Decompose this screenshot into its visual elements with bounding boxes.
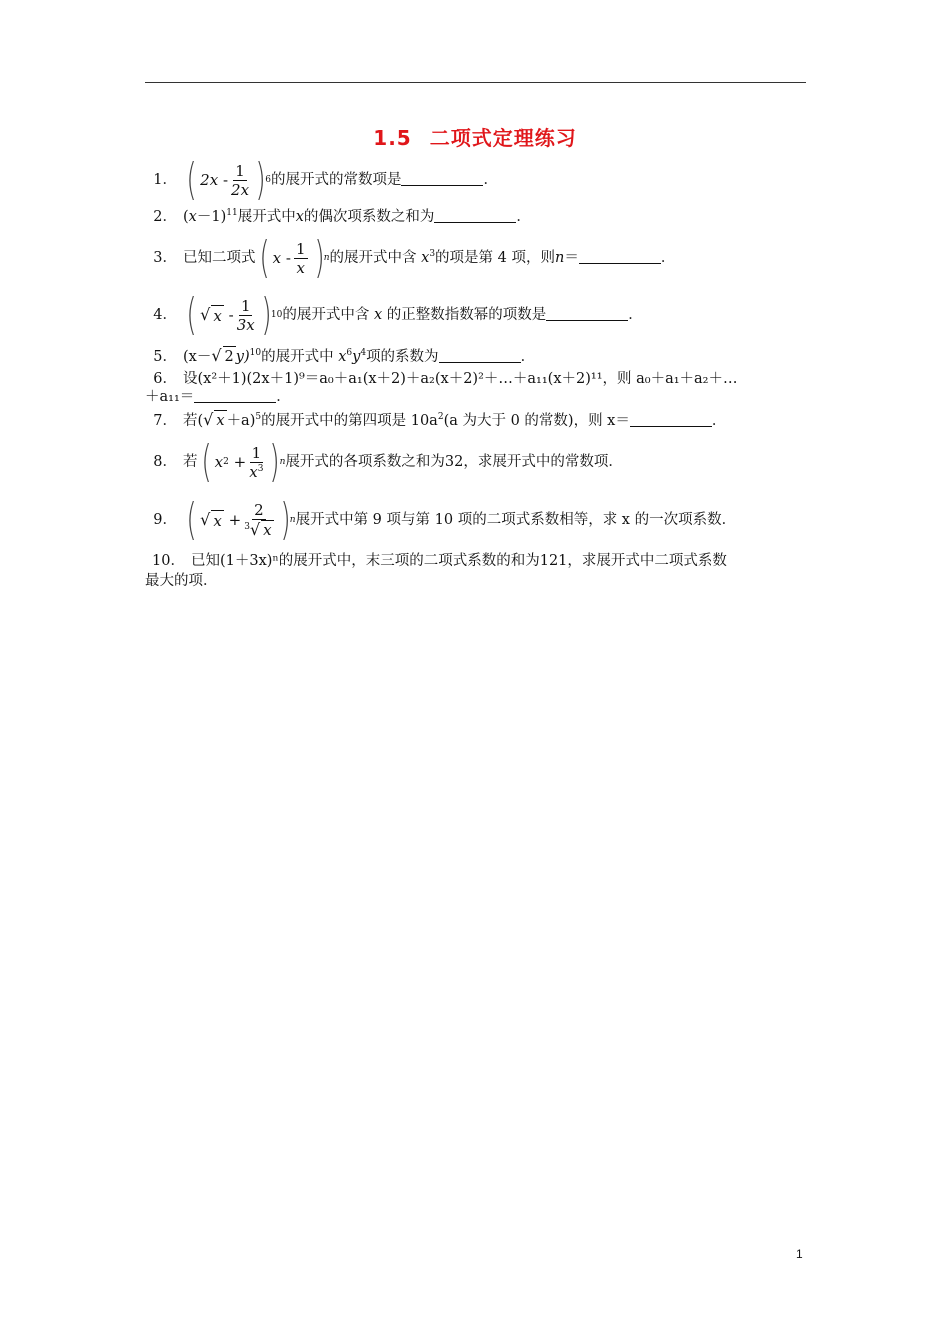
q9-expression: ( √ x + $\frac{2}{^3√ x}$ ) n [186, 494, 296, 545]
question-4 [145, 289, 810, 340]
q3-denominator: x [296, 258, 305, 277]
q3-expression: ( x - $\frac{1}{x}$ ) n [258, 232, 330, 283]
q4-radicand: x [213, 306, 222, 325]
question-end: ． [520, 349, 536, 365]
question-text-2: 的正整数指数幂的项数是 [386, 307, 547, 323]
question-6-line-2 [145, 387, 810, 407]
q1-exponent: 6 [265, 175, 271, 185]
answer-blank [579, 249, 661, 264]
question-end: ． [711, 413, 727, 429]
page-title [0, 122, 950, 151]
q4-op: - [228, 306, 234, 324]
title-text: 二项式定理练习 [429, 126, 577, 150]
q4-exponent: 10 [270, 310, 283, 320]
question-number: 1． [153, 172, 177, 188]
q4-var: x [373, 307, 383, 323]
question-9 [145, 494, 810, 545]
question-text: ＋a) [226, 413, 256, 429]
question-text: 已知(1＋3x)ⁿ的展开式中，末三项的二项式系数的和为121，求展开式中二项式系数 [191, 553, 727, 569]
question-end: ． [483, 172, 498, 188]
question-text: 的展开式的常数项是 [270, 172, 402, 188]
q1-expression: ( 2x - $\frac{1}{2x}$ ) 6 [186, 154, 271, 205]
q5-exp-x: 6 [346, 348, 353, 358]
question-number: 10． [152, 553, 185, 569]
q9-radicand: x [213, 511, 222, 530]
question-number: 7． [153, 413, 177, 429]
q3-exponent: n [323, 253, 330, 263]
q5-var-x: x [338, 349, 347, 365]
question-end: ． [628, 307, 643, 323]
q9-denominator: x [263, 521, 272, 539]
q4-expression: ( √ x - $\frac{1}{3x}$ ) 10 [186, 289, 283, 340]
page-number: 1 [796, 1247, 803, 1261]
q8-expression: ( x 2 + $\frac{1}{x^3}$ ) n [200, 436, 286, 487]
q2-var-x: x [295, 209, 304, 225]
q3-var: x [421, 250, 430, 266]
q7-radicand: x [216, 413, 225, 429]
question-7: 7． 若(√ x ＋a)$^5$的展开式中的第四项是 $10a^2(a$ 为大于 0 的常数)，则 x＝ ． [145, 410, 810, 431]
q4-denominator: 3x [236, 315, 255, 334]
q5-radicand: 2 [223, 346, 236, 367]
question-prefix: 若 [183, 454, 198, 470]
q3-op: - [285, 249, 291, 267]
question-number: 3． [153, 250, 177, 266]
q5-var-y: y [352, 349, 361, 365]
question-number: 5． [153, 349, 177, 365]
question-5: 5． (x－√ 2 y)$^{10}$的展开式中 $x^6y^4$项的系数为 ． [145, 346, 810, 367]
question-text: 设(x²＋1)(2x＋1)⁹＝a₀＋a₁(x＋2)＋a₂(x＋2)²＋…＋a₁₁(x＋2)¹¹，则 a₀＋a₁＋a₂＋… [183, 371, 738, 387]
question-text-3: (a 为大于 0 的常数)，则 x＝ [443, 413, 630, 429]
q4-numerator: 1 [240, 296, 251, 315]
answer-blank [630, 412, 712, 427]
answer-blank [401, 171, 483, 186]
q8-numerator: 1 [251, 443, 262, 462]
q2-rest: －1) [196, 209, 227, 225]
question-8 [145, 436, 810, 487]
question-10-line-2 [145, 571, 810, 591]
q8-den-exp: 3 [257, 463, 264, 474]
q1-numerator: 1 [235, 161, 245, 180]
question-1 [145, 154, 810, 205]
question-text-2: 的偶次项系数之和为 [303, 209, 435, 225]
q9-exponent: n [289, 515, 296, 525]
q5-exponent: 10 [249, 348, 262, 358]
question-10 [145, 551, 810, 571]
q3-var-n: n [555, 250, 565, 266]
question-number: 8． [153, 454, 177, 470]
question-end: ． [660, 250, 676, 266]
q1-term: 2x [200, 171, 219, 189]
q2-open: ( [183, 209, 189, 225]
q5-exp-y: 4 [360, 348, 367, 358]
question-text: 的展开式中 [261, 349, 334, 365]
question-end: ． [516, 209, 531, 225]
q3-term: x [272, 249, 282, 267]
q2-var: x [188, 209, 197, 225]
q5-post: y) [235, 349, 250, 365]
question-number: 9． [153, 512, 177, 528]
q3-var-exp: 3 [429, 249, 436, 259]
q9-numerator: 2 [254, 501, 264, 519]
answer-blank [194, 388, 276, 403]
question-prefix: 已知二项式 [183, 250, 256, 266]
question-text: 展开式中 [237, 209, 296, 225]
q1-denominator: 2x [231, 180, 250, 199]
q3-numerator: 1 [296, 239, 306, 258]
question-end: ． [276, 389, 291, 405]
question-text-2: 的项是第 4 项，则 [435, 250, 555, 266]
question-text-2: 项的系数为 [366, 349, 439, 365]
question-text: 展开式中第 9 项与第 10 项的二项式系数相等，求 x 的一次项系数． [295, 512, 737, 528]
q2-exponent: 11 [226, 208, 238, 218]
question-6 [145, 369, 810, 389]
q1-op: - [222, 171, 229, 189]
q8-term: x [214, 453, 224, 471]
question-number: 2． [153, 209, 177, 225]
question-prefix: 若( [183, 413, 204, 429]
q9-root-index: 3 [244, 522, 250, 532]
answer-blank [546, 306, 628, 321]
header-rule [145, 82, 806, 83]
answer-blank [434, 208, 516, 223]
q8-op: + [233, 453, 247, 471]
q9-op: + [228, 511, 242, 529]
question-3 [145, 232, 810, 283]
question-number: 6． [153, 371, 177, 387]
question-2 [145, 207, 810, 227]
q7-exponent: 5 [255, 412, 262, 422]
answer-blank [439, 348, 521, 363]
question-text-2: 最大的项． [145, 573, 218, 589]
q8-denominator: x [249, 462, 258, 481]
question-text-2: ＋a₁₁＝ [145, 389, 195, 405]
question-text-2: 的展开式中的第四项是 10a [261, 413, 438, 429]
question-number: 4． [153, 307, 177, 323]
question-text: 的展开式中含 [282, 307, 370, 323]
question-text: 的展开式中含 [329, 250, 417, 266]
q3-eq: ＝ [564, 250, 579, 266]
q8-exponent: n [279, 457, 286, 467]
q5-pre: (x－ [183, 349, 212, 365]
q7-exponent-2: 2 [437, 412, 444, 422]
section-number: 1.5 [373, 126, 412, 150]
question-text: 展开式的各项系数之和为32，求展开式中的常数项． [285, 454, 623, 470]
